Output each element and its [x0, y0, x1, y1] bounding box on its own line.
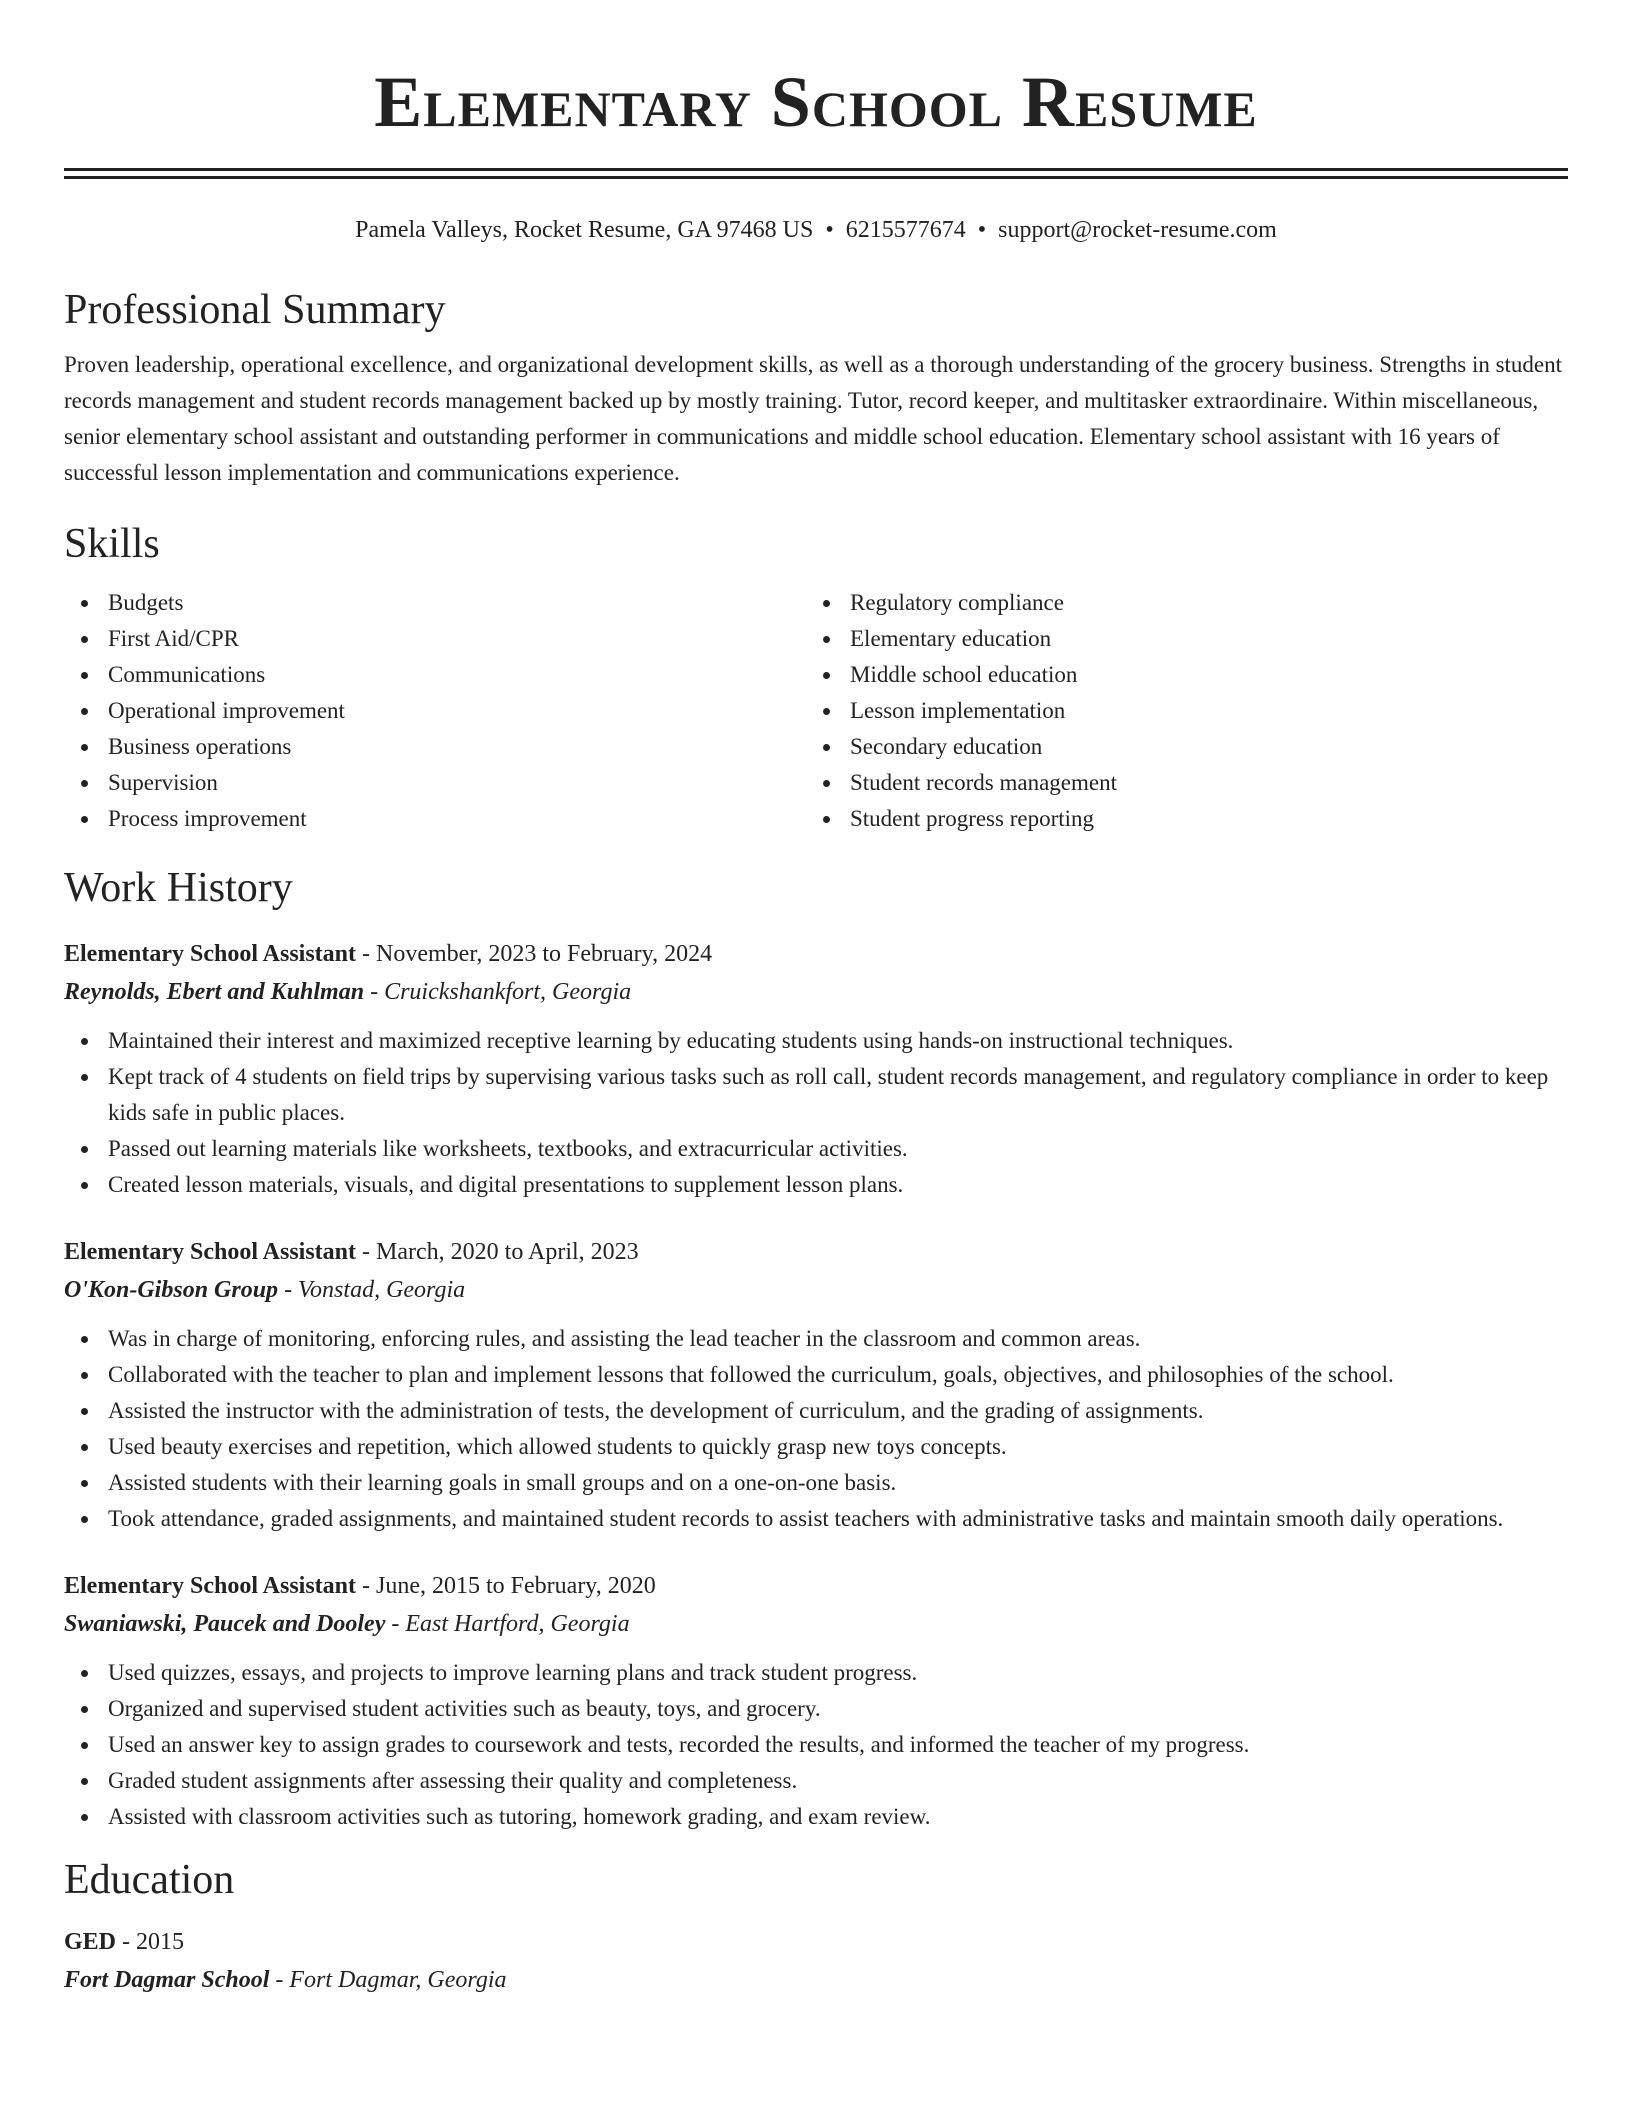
job-dates: - June, 2015 to February, 2020: [356, 1573, 656, 1599]
job-duty: Used an answer key to assign grades to coursework and tests, recorded the results, and informed the teacher of my progress.: [64, 1727, 1568, 1763]
job-entry: [64, 1567, 1568, 1835]
skills-list: [64, 585, 1568, 837]
title-double-rule: [64, 168, 1568, 179]
skill-item: Student records management: [806, 765, 1548, 801]
job-duty: Took attendance, graded assignments, and maintained student records to assist teachers with administrative tasks and maintain smooth daily operations.: [64, 1501, 1568, 1537]
job-duty: Created lesson materials, visuals, and digital presentations to supplement lesson plans.: [64, 1167, 1568, 1203]
job-company: O'Kon-Gibson Group: [64, 1277, 279, 1303]
skills-column-right: [806, 585, 1548, 837]
job-duty: Used beauty exercises and repetition, which allowed students to quickly grasp new toys concepts.: [64, 1429, 1568, 1465]
job-company-line: [64, 1605, 1568, 1643]
job-duties: [64, 1655, 1568, 1835]
job-duty: Maintained their interest and maximized receptive learning by educating students using hands-on instructional techniques.: [64, 1023, 1568, 1059]
job-header: [64, 1233, 1568, 1271]
education-entry: [64, 1923, 1568, 1999]
job-dates: - November, 2023 to February, 2024: [356, 941, 713, 967]
job-location: - East Hartford, Georgia: [385, 1611, 630, 1637]
summary-text: Proven leadership, operational excellence, and organizational development skills, as well as a thorough understanding of the grocery business. Strengths in student records management and student records management backed up by mostly training. Tutor, record keeper, and multitasker extraordinaire. Within miscellaneous, senior elementary school assistant and outstanding performer in communications and middle school education. Elementary school assistant with 16 years of successful lesson implementation and communications experience.: [64, 352, 1563, 485]
skill-item: Regulatory compliance: [806, 585, 1548, 621]
job-header: [64, 935, 1568, 973]
job-duty: Collaborated with the teacher to plan and implement lessons that followed the curriculum, goals, objectives, and philosophies of the school.: [64, 1357, 1568, 1393]
contact-separator: •: [977, 217, 987, 243]
skill-item: Secondary education: [806, 729, 1548, 765]
job-entry: [64, 1233, 1568, 1537]
contact-email: support@rocket-resume.com: [998, 217, 1277, 243]
job-duty: Kept track of 4 students on field trips by supervising various tasks such as roll call, student records management, and regulatory compliance in order to keep kids safe in public places.: [64, 1059, 1568, 1131]
skill-item: Process improvement: [64, 801, 806, 837]
contact-line: [64, 215, 1568, 245]
education-degree: GED: [64, 1929, 117, 1955]
resume-page: [64, 0, 1568, 1999]
skill-item: Supervision: [64, 765, 806, 801]
job-duty: Assisted with classroom activities such as tutoring, homework grading, and exam review.: [64, 1799, 1568, 1835]
skill-item: First Aid/CPR: [64, 621, 806, 657]
job-duty: Assisted students with their learning goals in small groups and on a one-on-one basis.: [64, 1465, 1568, 1501]
job-duty: Organized and supervised student activities such as beauty, toys, and grocery.: [64, 1691, 1568, 1727]
skills-heading: Skills: [64, 521, 160, 567]
job-dates: - March, 2020 to April, 2023: [356, 1239, 639, 1265]
skill-item: Budgets: [64, 585, 806, 621]
education-year: - 2015: [116, 1929, 185, 1955]
skill-item: Student progress reporting: [806, 801, 1548, 837]
job-title: Elementary School Assistant: [64, 1573, 357, 1599]
job-header: [64, 1567, 1568, 1605]
education-header: [64, 1923, 1568, 1961]
job-duty: Passed out learning materials like worksheets, textbooks, and extracurricular activities.: [64, 1131, 1568, 1167]
work-history-heading: Work History: [64, 865, 293, 911]
resume-title: Elementary School Resume: [374, 62, 1258, 142]
job-company-line: [64, 973, 1568, 1011]
job-duty: Used quizzes, essays, and projects to improve learning plans and track student progress.: [64, 1655, 1568, 1691]
job-location: - Cruickshankfort, Georgia: [364, 979, 632, 1005]
skill-item: Lesson implementation: [806, 693, 1548, 729]
job-duties: [64, 1023, 1568, 1203]
job-company-line: [64, 1271, 1568, 1309]
education-school-line: [64, 1961, 1568, 1999]
skill-item: Business operations: [64, 729, 806, 765]
job-title: Elementary School Assistant: [64, 941, 357, 967]
job-location: - Vonstad, Georgia: [278, 1277, 466, 1303]
skill-item: Operational improvement: [64, 693, 806, 729]
job-entry: [64, 935, 1568, 1203]
education-school: Fort Dagmar School: [64, 1967, 270, 1993]
education-heading: Education: [64, 1857, 235, 1903]
contact-phone: 6215577674: [845, 217, 966, 243]
skill-item: Elementary education: [806, 621, 1548, 657]
job-duty: Was in charge of monitoring, enforcing rules, and assisting the lead teacher in the classroom and common areas.: [64, 1321, 1568, 1357]
job-company: Reynolds, Ebert and Kuhlman: [64, 979, 365, 1005]
job-duty: Assisted the instructor with the administration of tests, the development of curriculum, and the grading of assignments.: [64, 1393, 1568, 1429]
summary-heading: Professional Summary: [64, 287, 446, 333]
contact-address: Pamela Valleys, Rocket Resume, GA 97468 US: [355, 217, 814, 243]
skills-column-left: [64, 585, 806, 837]
skill-item: Communications: [64, 657, 806, 693]
skill-item: Middle school education: [806, 657, 1548, 693]
job-company: Swaniawski, Paucek and Dooley: [64, 1611, 386, 1637]
job-duties: [64, 1321, 1568, 1537]
education-location: - Fort Dagmar, Georgia: [269, 1967, 507, 1993]
job-title: Elementary School Assistant: [64, 1239, 357, 1265]
contact-separator: •: [825, 217, 834, 243]
job-duty: Graded student assignments after assessing their quality and completeness.: [64, 1763, 1568, 1799]
